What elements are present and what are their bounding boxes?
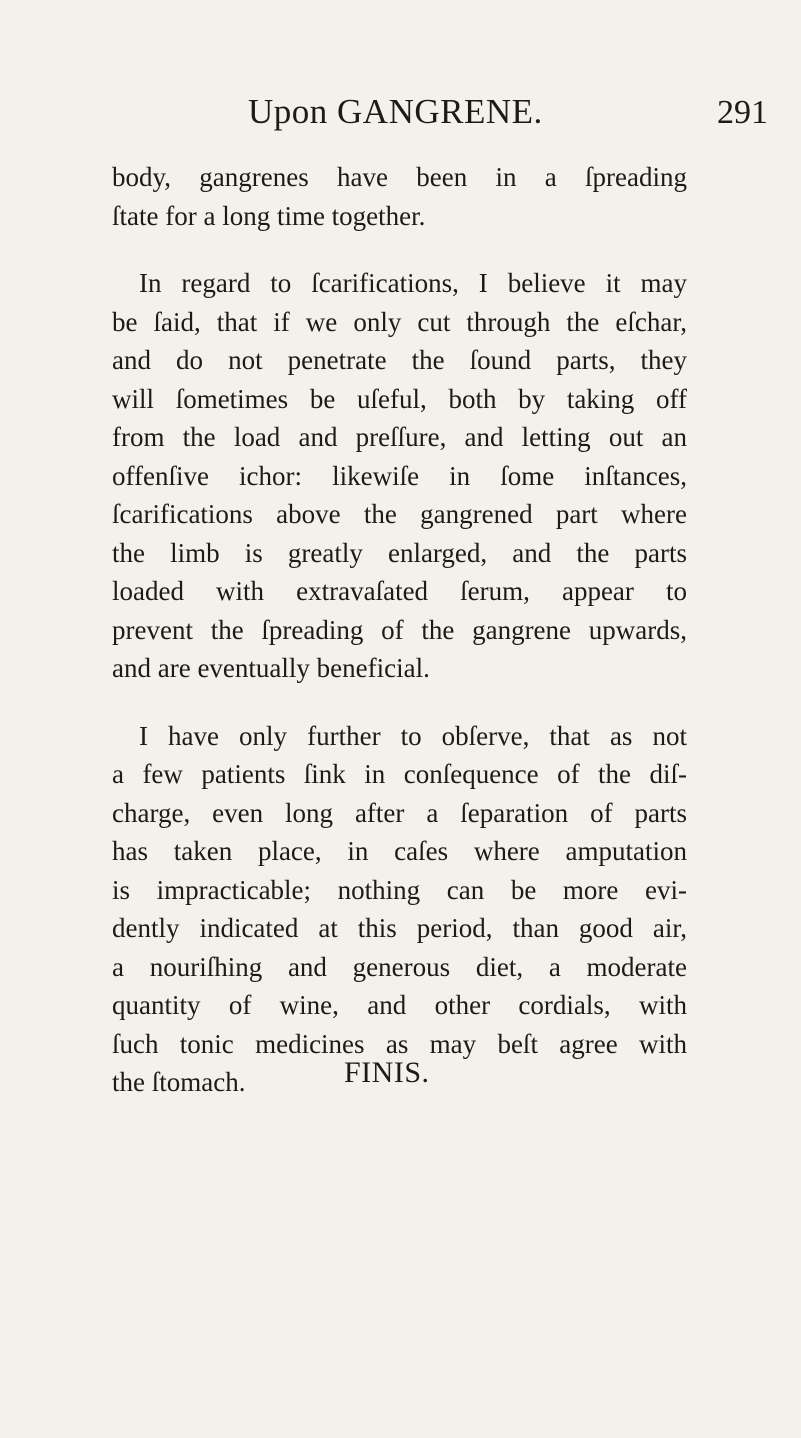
text-line: from the load and preſſure, and letting out an: [112, 422, 687, 452]
text-line: and do not penetrate the ſound parts, they: [112, 345, 687, 375]
text-line: dently indicated at this period, than good air,: [112, 913, 687, 943]
paragraph-spacer: [112, 688, 687, 717]
text-line: quantity of wine, and other cordials, with: [112, 990, 687, 1020]
text-line: and are eventually beneficial.: [112, 653, 430, 683]
text-line: has taken place, in caſes where amputation: [112, 836, 687, 866]
paragraph-scarifications: [112, 264, 687, 688]
page-number: 291: [717, 94, 768, 131]
finis-mark: FINIS.: [344, 1056, 430, 1089]
text-line: prevent the ſpreading of the gangrene upwards,: [112, 614, 687, 645]
text-line: ſcarifications above the gangrened part where: [112, 499, 687, 529]
text-line: ſuch tonic medicines as may beſt agree with: [112, 1028, 687, 1059]
text-line: I have only further to obſerve, that as not: [139, 720, 687, 751]
text-line: offenſive ichor: likewiſe in ſome inſtances,: [112, 460, 687, 491]
text-line: In regard to ſcarifications, I believe it may: [139, 268, 687, 298]
paragraph-spacer: [112, 235, 687, 264]
text-line: a nouriſhing and generous diet, a moderate: [112, 951, 687, 982]
text-line: be ſaid, that if we only cut through the eſchar,: [112, 306, 687, 337]
text-line: the limb is greatly enlarged, and the parts: [112, 537, 687, 568]
text-line: loaded with extravaſated ſerum, appear to: [112, 576, 687, 606]
paragraph-continued: [112, 158, 687, 235]
text-line: charge, even long after a ſeparation of parts: [112, 797, 687, 828]
text-line: is impracticable; nothing can be more evi-: [112, 874, 687, 905]
text-line: the ſtomach.: [112, 1067, 246, 1097]
body-text: [112, 158, 687, 1102]
text-line: will ſometimes be uſeful, both by taking off: [112, 383, 687, 414]
text-line: ſtate for a long time together.: [112, 200, 426, 231]
text-line: body, gangrenes have been in a ſpreading: [112, 162, 687, 192]
running-title: Upon GANGRENE.: [248, 92, 543, 131]
paragraph-observe: [112, 717, 687, 1102]
text-line: a few patients ſink in conſequence of the diſ-: [112, 759, 687, 789]
